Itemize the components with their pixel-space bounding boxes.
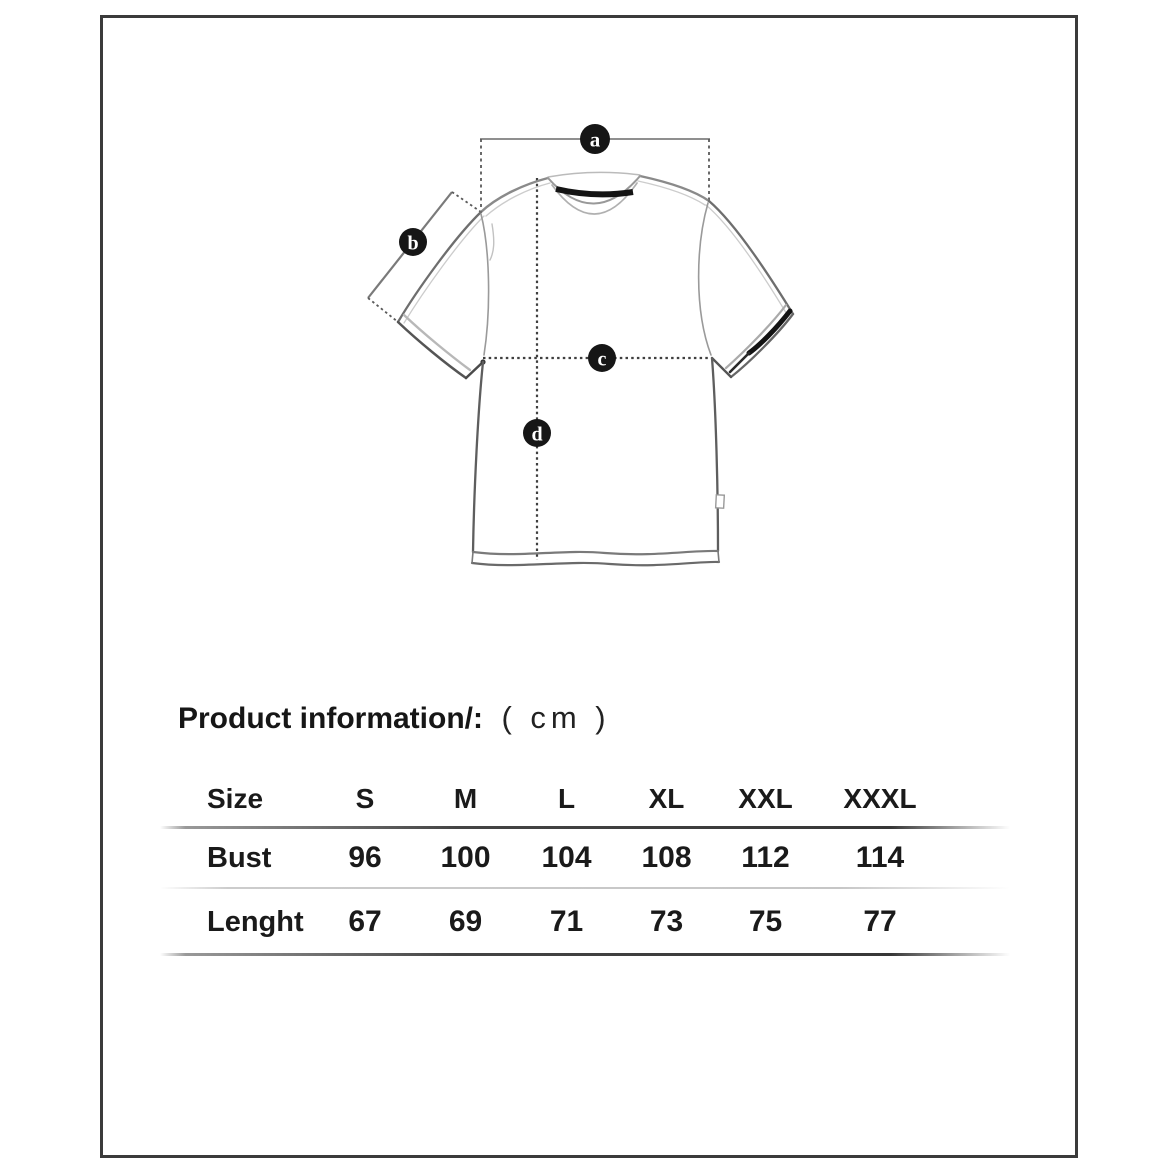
right-cuff-band [726, 305, 786, 368]
bust-value-xxxl: 114 [855, 841, 905, 874]
length-row-label: Lenght [207, 905, 304, 938]
bust-value-s: 96 [348, 841, 382, 874]
hem-right-cap [718, 551, 719, 562]
hem-left-cap [472, 552, 473, 563]
size-column-l: L [557, 782, 576, 814]
length-value-s: 67 [348, 905, 382, 938]
size-table-corner-label: Size [207, 782, 264, 814]
sleeve-length-tick-bottom [368, 298, 398, 322]
table-divider-bottom [160, 953, 1010, 956]
bust-row [160, 829, 1012, 887]
bust-value-xl: 108 [641, 841, 692, 874]
neckline-inner [552, 183, 637, 214]
bust-row-label: Bust [207, 841, 272, 874]
size-column-xxxl: XXXL [843, 782, 917, 814]
collar-band [556, 189, 633, 194]
left-cuff-edge [398, 322, 466, 378]
product-info-label: Product information/: [178, 702, 483, 735]
right-shoulder-seam [640, 176, 709, 201]
bust-value-l: 104 [541, 841, 592, 874]
measurement-lines [368, 139, 710, 560]
left-cuff-band [404, 315, 470, 370]
product-info-heading [178, 700, 611, 736]
marker-c-label: c [597, 348, 607, 371]
marker-b-label: b [407, 232, 419, 255]
table-divider-middle [160, 887, 1010, 889]
hem-bottom-line [472, 562, 719, 565]
length-value-xl: 73 [649, 905, 684, 938]
product-info-unit: ( cm ) [501, 700, 611, 735]
right-armhole-seam [699, 203, 711, 355]
left-armpit-wrinkle [490, 224, 494, 260]
bust-value-m: 100 [440, 841, 491, 874]
size-column-xl: XL [648, 782, 685, 814]
length-value-l: 71 [549, 905, 584, 938]
hem-top-line [473, 551, 718, 554]
left-armhole-seam [481, 214, 489, 355]
length-value-xxl: 75 [748, 905, 783, 938]
marker-d-label: d [531, 423, 543, 446]
size-column-s: S [355, 782, 375, 814]
right-sleeve-top-edge-inner [706, 205, 788, 316]
size-table-header-row [160, 770, 1012, 827]
size-column-xxl: XXL [738, 782, 793, 814]
marker-a-label: a [589, 127, 601, 152]
sleeve-length-tick-top [452, 192, 481, 212]
size-column-m: M [453, 782, 478, 814]
right-cuff-shading [749, 311, 790, 353]
length-row [160, 892, 1012, 952]
left-body-seam [473, 362, 483, 552]
length-value-m: 69 [448, 905, 483, 938]
right-body-seam [712, 358, 718, 551]
length-value-xxxl: 77 [863, 905, 897, 938]
back-collar-top-edge [548, 172, 640, 177]
side-tag [716, 495, 725, 508]
bust-value-xxl: 112 [741, 841, 790, 874]
